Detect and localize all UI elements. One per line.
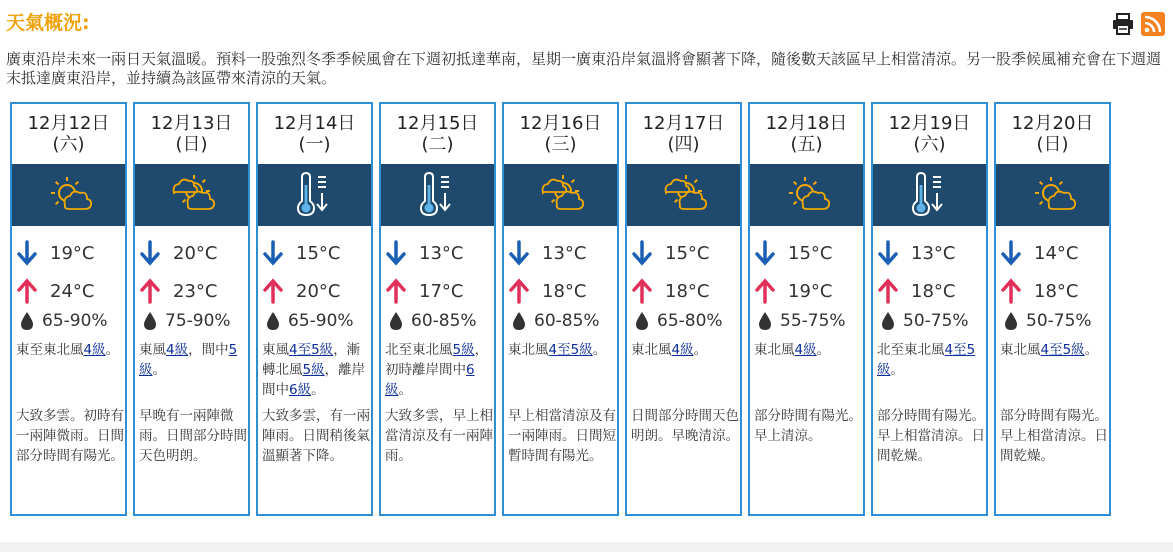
min-temp-row <box>139 234 247 272</box>
forecast-day-card <box>256 102 373 516</box>
wind-force-link[interactable]: 4級 <box>83 342 106 358</box>
sunny-intervals-icon <box>535 171 587 219</box>
humidity-row <box>508 306 616 336</box>
weekday-label: (五) <box>790 134 823 155</box>
wind-forecast <box>262 340 370 400</box>
temperature-block <box>877 234 985 336</box>
weather-icon-bar <box>135 164 248 226</box>
wind-force-link[interactable]: 6級 <box>385 362 475 398</box>
wind-forecast <box>139 340 247 380</box>
cold-icon <box>412 171 464 219</box>
wind-text: 。 <box>693 342 708 358</box>
humidity-value: 65-80% <box>657 311 723 331</box>
high-temp-arrow-icon <box>262 278 284 304</box>
humidity-row <box>385 306 493 336</box>
wind-force-link[interactable]: 4至5級 <box>1040 342 1085 358</box>
min-temp-row <box>262 234 370 272</box>
max-temp: 18°C <box>665 280 710 302</box>
wind-forecast <box>508 340 616 360</box>
humidity-value: 65-90% <box>288 311 354 331</box>
weather-icon-bar <box>873 164 986 226</box>
max-temp-row <box>262 272 370 310</box>
weekday-label: (六) <box>913 134 946 155</box>
min-temp-row <box>1000 234 1108 272</box>
humidity-drop-icon <box>758 311 772 331</box>
wind-text: 東風 <box>262 342 289 358</box>
weather-description: 部分時間有陽光。早上相當清涼。日間乾燥。 <box>1000 408 1108 464</box>
max-temp-row <box>508 272 616 310</box>
max-temp: 24°C <box>50 280 95 302</box>
wind-text: 。 <box>592 342 607 358</box>
forecast-day-card <box>748 102 865 516</box>
forecast-date <box>381 113 494 157</box>
low-temp-arrow-icon <box>16 240 38 266</box>
weekday-label: (三) <box>544 134 577 155</box>
humidity-row <box>262 306 370 336</box>
max-temp-row <box>16 272 124 310</box>
wind-forecast <box>16 340 124 360</box>
humidity-drop-icon <box>635 311 649 331</box>
weekday-label: (二) <box>421 134 454 155</box>
wind-text: 東北風 <box>754 342 795 358</box>
weather-summary: 廣東沿岸未來一兩日天氣溫暖。預料一股強烈冬季季候風會在下週初抵達華南，星期一廣東沿岸氣溫將會顯著下降，隨後數天該區早上相當清涼。另一股季候風補充會在下週週末抵達廣東沿岸，並持續為該區帶來清涼的天氣。 <box>6 50 1162 87</box>
forecast-day-card <box>379 102 496 516</box>
wind-text: ，間中 <box>188 342 229 358</box>
weekday-label: (六) <box>52 134 85 155</box>
temperature-block <box>262 234 370 336</box>
wind-text: ，漸轉北風 <box>262 342 361 378</box>
forecast-day-card <box>994 102 1111 516</box>
wind-text: 東北風 <box>508 342 549 358</box>
forecast-date <box>627 113 740 157</box>
wind-text: ，離岸間中 <box>262 362 366 398</box>
temperature-block <box>16 234 124 336</box>
high-temp-arrow-icon <box>385 278 407 304</box>
max-temp-row <box>1000 272 1108 310</box>
max-temp: 23°C <box>173 280 218 302</box>
forecast-date <box>135 113 248 157</box>
wind-forecast <box>754 340 862 360</box>
humidity-value: 55-75% <box>780 311 846 331</box>
humidity-value: 50-75% <box>903 311 969 331</box>
forecast-day-card <box>502 102 619 516</box>
max-temp: 19°C <box>788 280 833 302</box>
weather-description: 部分時間有陽光。早上相當清涼。日間乾燥。 <box>877 408 985 464</box>
forecast-day-card <box>625 102 742 516</box>
humidity-row <box>16 306 124 336</box>
high-temp-arrow-icon <box>631 278 653 304</box>
weather-description: 部分時間有陽光。早上清涼。 <box>754 408 862 444</box>
forecast-date <box>12 113 125 157</box>
humidity-row <box>754 306 862 336</box>
min-temp-row <box>754 234 862 272</box>
high-temp-arrow-icon <box>1000 278 1022 304</box>
min-temp-row <box>631 234 739 272</box>
footer-bar <box>0 542 1173 552</box>
humidity-value: 75-90% <box>165 311 231 331</box>
forecast-day-card <box>871 102 988 516</box>
forecast-day-card <box>10 102 127 516</box>
wind-force-link[interactable]: 4至5級 <box>289 342 334 358</box>
high-temp-arrow-icon <box>16 278 38 304</box>
wind-text: 北至東北風 <box>877 342 945 358</box>
max-temp: 18°C <box>911 280 956 302</box>
high-temp-arrow-icon <box>139 278 161 304</box>
humidity-drop-icon <box>1004 311 1018 331</box>
wind-text: 東北風 <box>631 342 672 358</box>
sunny-periods-icon <box>781 171 833 219</box>
weather-icon-bar <box>750 164 863 226</box>
humidity-row <box>631 306 739 336</box>
wind-forecast <box>385 340 493 400</box>
min-temp: 13°C <box>911 242 956 264</box>
weekday-label: (一) <box>298 134 331 155</box>
humidity-drop-icon <box>389 311 403 331</box>
min-temp: 14°C <box>1034 242 1079 264</box>
max-temp-row <box>877 272 985 310</box>
forecast-date <box>258 113 371 157</box>
humidity-drop-icon <box>143 311 157 331</box>
humidity-drop-icon <box>881 311 895 331</box>
wind-text: 。 <box>105 342 120 358</box>
printer-icon[interactable] <box>1111 12 1135 36</box>
date-label: 12月17日 <box>642 113 725 134</box>
date-label: 12月19日 <box>888 113 971 134</box>
date-label: 12月16日 <box>519 113 602 134</box>
humidity-drop-icon <box>512 311 526 331</box>
low-temp-arrow-icon <box>508 240 530 266</box>
wind-force-link[interactable]: 5級 <box>139 342 238 378</box>
min-temp: 13°C <box>542 242 587 264</box>
wind-text: 。 <box>890 362 904 378</box>
weather-description: 早上相當清涼及有一兩陣雨。日間短暫時間有陽光。 <box>508 408 616 464</box>
high-temp-arrow-icon <box>754 278 776 304</box>
min-temp: 15°C <box>788 242 833 264</box>
min-temp: 20°C <box>173 242 218 264</box>
max-temp-row <box>631 272 739 310</box>
wind-force-link[interactable]: 4級 <box>166 342 189 358</box>
wind-force-link[interactable]: 4級 <box>671 342 694 358</box>
weather-description: 大致多雲，有一兩陣雨。日間稍後氣溫顯著下降。 <box>262 408 370 464</box>
humidity-row <box>139 306 247 336</box>
wind-force-link[interactable]: 4級 <box>794 342 817 358</box>
wind-force-link[interactable]: 5級 <box>877 342 976 378</box>
wind-text: 東至東北風 <box>16 342 84 358</box>
low-temp-arrow-icon <box>1000 240 1022 266</box>
rss-icon[interactable] <box>1141 12 1165 36</box>
wind-text: 。 <box>398 382 412 398</box>
humidity-drop-icon <box>266 311 280 331</box>
weather-description: 大致多雲。初時有一兩陣微雨。日間部分時間有陽光。 <box>16 408 124 464</box>
wind-force-link[interactable]: 5級 <box>302 362 325 378</box>
min-temp-row <box>508 234 616 272</box>
weather-icon-bar <box>627 164 740 226</box>
min-temp-row <box>877 234 985 272</box>
forecast-day-card <box>133 102 250 516</box>
page-title: 天氣概況: <box>6 12 90 34</box>
weekday-label: (日) <box>175 134 208 155</box>
forecast-date <box>504 113 617 157</box>
weather-icon-bar <box>504 164 617 226</box>
humidity-drop-icon <box>20 311 34 331</box>
weekday-label: (四) <box>667 134 700 155</box>
wind-force-link[interactable]: 4至5 <box>548 342 580 358</box>
date-label: 12月20日 <box>1011 113 1094 134</box>
forecast-date <box>996 113 1109 157</box>
weather-icon-bar <box>258 164 371 226</box>
max-temp-row <box>385 272 493 310</box>
wind-forecast <box>631 340 739 360</box>
min-temp: 15°C <box>665 242 710 264</box>
weather-description: 日間部分時間天色明朗。早晚清涼。 <box>631 408 739 444</box>
temperature-block <box>1000 234 1108 336</box>
humidity-value: 60-85% <box>534 311 600 331</box>
temperature-block <box>631 234 739 336</box>
toolbar <box>1111 12 1165 36</box>
date-label: 12月12日 <box>27 113 110 134</box>
weather-icon-bar <box>12 164 125 226</box>
wind-text: 。 <box>152 362 166 378</box>
min-temp: 13°C <box>419 242 464 264</box>
wind-text: 。 <box>1084 342 1099 358</box>
wind-force-link[interactable]: 6級 <box>289 382 312 398</box>
min-temp: 15°C <box>296 242 341 264</box>
temperature-block <box>508 234 616 336</box>
sunny-intervals-icon <box>166 171 218 219</box>
weather-description: 早晚有一兩陣微雨。日間部分時間天色明朗。 <box>139 408 247 464</box>
temperature-block <box>139 234 247 336</box>
forecast-date <box>873 113 986 157</box>
max-temp: 18°C <box>1034 280 1079 302</box>
humidity-value: 65-90% <box>42 311 108 331</box>
wind-forecast <box>1000 340 1108 360</box>
low-temp-arrow-icon <box>385 240 407 266</box>
sunny-periods-icon <box>1027 171 1079 219</box>
high-temp-arrow-icon <box>877 278 899 304</box>
max-temp-row <box>754 272 862 310</box>
temperature-block <box>385 234 493 336</box>
high-temp-arrow-icon <box>508 278 530 304</box>
low-temp-arrow-icon <box>631 240 653 266</box>
wind-text: ，初時離岸間中 <box>385 342 489 378</box>
date-label: 12月15日 <box>396 113 479 134</box>
forecast-days <box>10 102 1111 516</box>
min-temp-row <box>16 234 124 272</box>
wind-text: 。 <box>816 342 831 358</box>
wind-force-link[interactable]: 4至 <box>944 342 967 358</box>
low-temp-arrow-icon <box>877 240 899 266</box>
low-temp-arrow-icon <box>754 240 776 266</box>
wind-force-link[interactable]: 5級 <box>452 342 475 358</box>
humidity-row <box>1000 306 1108 336</box>
temperature-block <box>754 234 862 336</box>
wind-text: 。 <box>311 382 325 398</box>
wind-text: 北至東北風 <box>385 342 453 358</box>
humidity-row <box>877 306 985 336</box>
cold-icon <box>289 171 341 219</box>
low-temp-arrow-icon <box>139 240 161 266</box>
max-temp: 18°C <box>542 280 587 302</box>
forecast-date <box>750 113 863 157</box>
humidity-value: 50-75% <box>1026 311 1092 331</box>
cold-icon <box>904 171 956 219</box>
wind-text: 東北風 <box>1000 342 1041 358</box>
weekday-label: (日) <box>1036 134 1069 155</box>
min-temp-row <box>385 234 493 272</box>
weather-icon-bar <box>381 164 494 226</box>
date-label: 12月13日 <box>150 113 233 134</box>
max-temp-row <box>139 272 247 310</box>
weather-description: 大致多雲，早上相當清涼及有一兩陣雨。 <box>385 408 493 464</box>
sunny-intervals-icon <box>658 171 710 219</box>
low-temp-arrow-icon <box>262 240 284 266</box>
max-temp: 20°C <box>296 280 341 302</box>
wind-forecast <box>877 340 985 380</box>
humidity-value: 60-85% <box>411 311 477 331</box>
wind-text: 東風 <box>139 342 166 358</box>
wind-force-link[interactable]: 級 <box>579 342 593 358</box>
max-temp: 17°C <box>419 280 464 302</box>
sunny-periods-icon <box>43 171 95 219</box>
date-label: 12月14日 <box>273 113 356 134</box>
weather-icon-bar <box>996 164 1109 226</box>
date-label: 12月18日 <box>765 113 848 134</box>
min-temp: 19°C <box>50 242 95 264</box>
